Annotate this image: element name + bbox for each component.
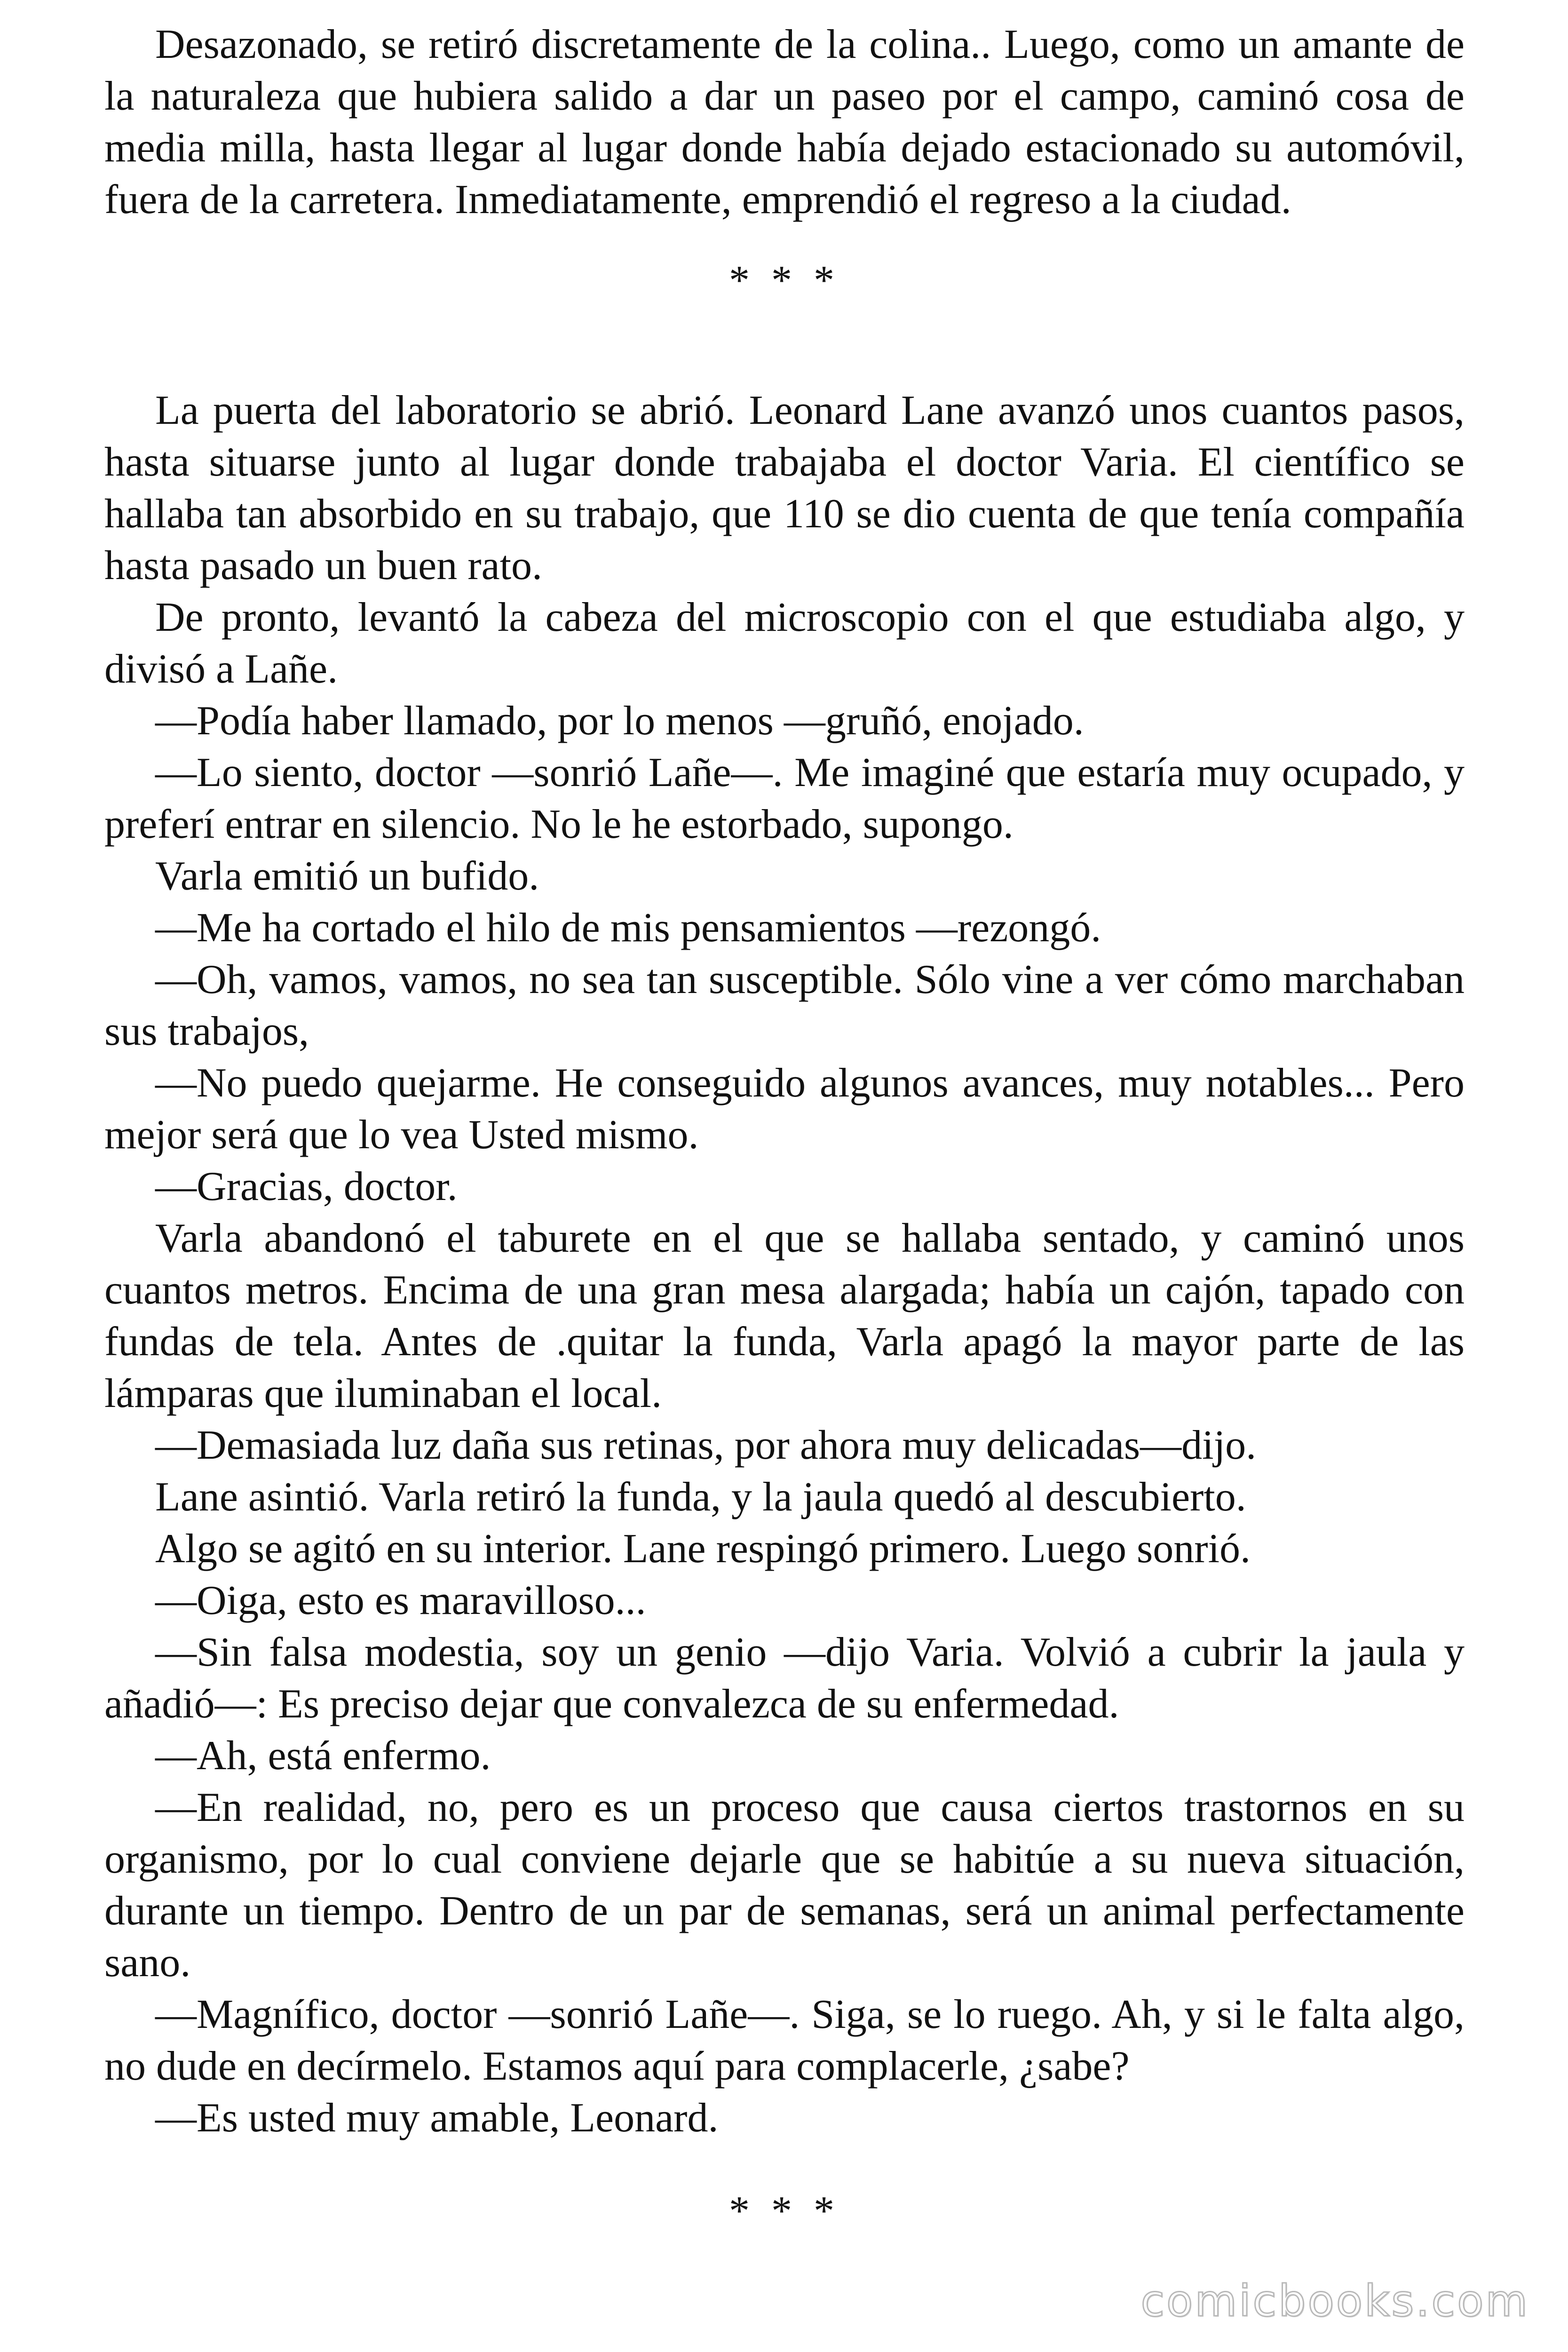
paragraph: La puerta del laboratorio se abrió. Leonard Lane avanzó unos cuantos pasos, hasta situarse junto al lugar donde trabajaba el doctor Varia. El científico se hallaba tan absorbido en su trabajo, que 110 se dio cuenta de que tenía compañía hasta pasado un buen rato. bbox=[104, 388, 1465, 588]
dialogue-line: —Demasiada luz daña sus retinas, por ahora muy delicadas—dijo. bbox=[155, 1422, 1257, 1468]
dialogue-line: —No puedo quejarme. He conseguido algunos avances, muy notables... Pero mejor será que lo vea Usted mismo. bbox=[104, 1060, 1465, 1158]
dialogue-line: —Oh, vamos, vamos, no sea tan susceptible. Sólo vine a ver cómo marchaban sus trabajos, bbox=[104, 957, 1465, 1054]
paragraph: Varla emitió un bufido. bbox=[155, 853, 539, 899]
site-watermark: comicbooks.com bbox=[1140, 2276, 1529, 2326]
dialogue-line: —Sin falsa modestia, soy un genio —dijo Varia. Volvió a cubrir la jaula y añadió—: Es preciso dejar que convalezca de su enfermedad. bbox=[104, 1629, 1465, 1727]
opening-paragraph: Desazonado, se retiró discretamente de la colina.. Luego, como un amante de la naturaleza que hubiera salido a dar un paseo por el campo, caminó cosa de media milla, hasta llegar al lugar donde había dejado estacionado su automóvil, fuera de la carretera. Inmediatamente, emprendió el regreso a la ciudad. bbox=[104, 22, 1465, 222]
dialogue-line: —Me ha cortado el hilo de mis pensamientos —rezongó. bbox=[155, 905, 1101, 951]
dialogue-line: —Magnífico, doctor —sonrió Lañe—. Siga, se lo ruego. Ah, y si le falta algo, no dude en decírmelo. Estamos aquí para complacerle, ¿sabe? bbox=[104, 1992, 1465, 2089]
dialogue-line: —Lo siento, doctor —sonrió Lañe—. Me imaginé que estaría muy ocupado, y preferí entrar en silencio. No le he estorbado, supongo. bbox=[104, 750, 1465, 847]
dialogue-line: —En realidad, no, pero es un proceso que causa ciertos trastornos en su organismo, por lo cual conviene dejarle que se habitúe a su nueva situación, durante un tiempo. Dentro de un par de semanas, será un animal perfectamente sano. bbox=[104, 1785, 1465, 1986]
paragraph: Algo se agitó en su interior. Lane respingó primero. Luego sonrió. bbox=[155, 1526, 1251, 1572]
paragraph: Varla abandonó el taburete en el que se hallaba sentado, y caminó unos cuantos metros. Encima de una gran mesa alargada; había un cajón, tapado con fundas de tela. Antes de .quitar la funda, Varla apagó la mayor parte de las lámparas que iluminaban el local. bbox=[104, 1216, 1465, 1416]
dialogue-line: —Gracias, doctor. bbox=[155, 1164, 458, 1209]
section-separator: * * * bbox=[729, 2188, 840, 2234]
paragraph: Lane asintió. Varla retiró la funda, y la jaula quedó al descubierto. bbox=[155, 1474, 1246, 1520]
dialogue-line: —Ah, está enfermo. bbox=[155, 1733, 491, 1779]
dialogue-line: —Oiga, esto es maravilloso... bbox=[155, 1578, 646, 1623]
paragraph: De pronto, levantó la cabeza del microscopio con el que estudiaba algo, y divisó a Lañe. bbox=[104, 595, 1465, 692]
section-separator: * * * bbox=[729, 258, 840, 303]
dialogue-line: —Es usted muy amable, Leonard. bbox=[155, 2095, 719, 2141]
dialogue-line: —Podía haber llamado, por lo menos —gruñó, enojado. bbox=[155, 698, 1084, 744]
page-body bbox=[104, 19, 1465, 2237]
